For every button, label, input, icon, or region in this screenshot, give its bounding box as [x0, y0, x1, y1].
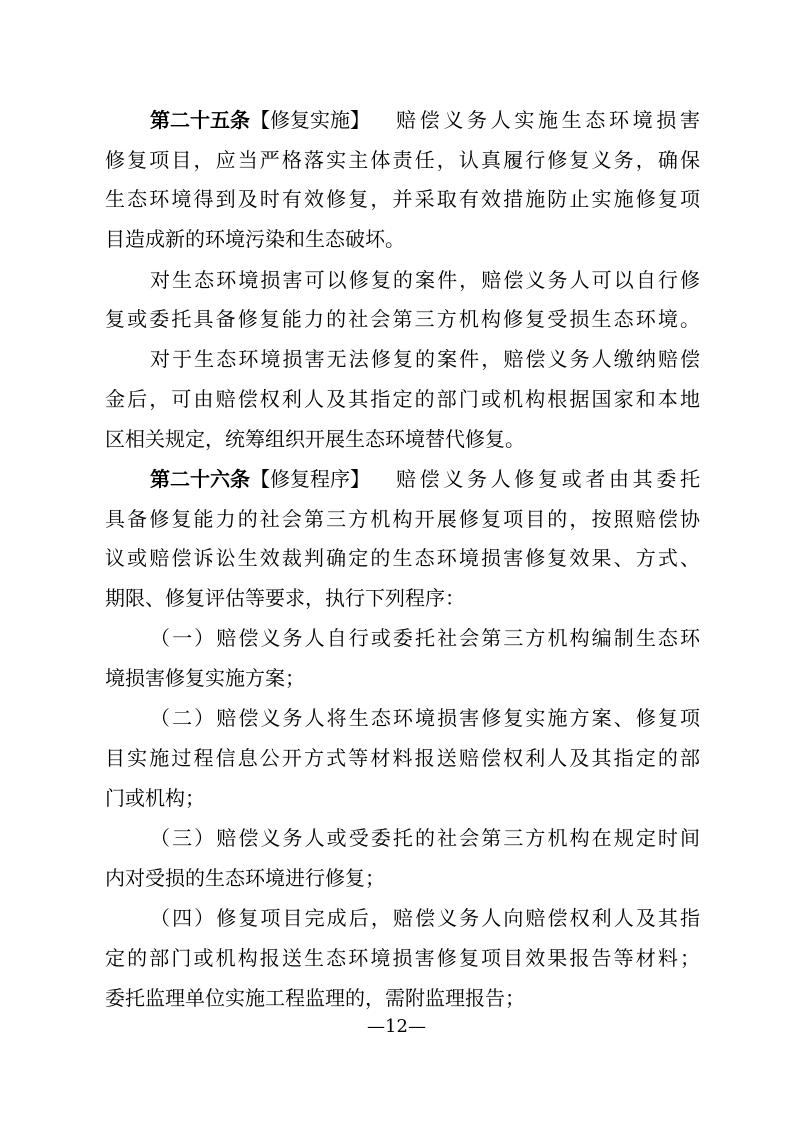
- article-text: 赔偿义务人修复或者由其委托: [396, 467, 700, 491]
- text-line: 修复项目，应当严格落实主体责任，认真履行修复义务，确保: [105, 148, 700, 172]
- list-item-line: 内对受损的生态环境进行修复；: [105, 866, 385, 890]
- text-line: 对于生态环境损害无法修复的案件，赔偿义务人缴纳赔偿: [150, 347, 700, 371]
- list-item-line: 境损害修复实施方案；: [105, 666, 305, 690]
- article-number: 第二十五条: [150, 108, 250, 132]
- article-text: 赔偿义务人实施生态环境损害: [396, 108, 700, 132]
- list-item-line: （三）赔偿义务人或受委托的社会第三方机构在规定时间: [150, 826, 700, 850]
- text-line: 复或委托具备修复能力的社会第三方机构修复受损生态环境。: [105, 307, 700, 331]
- text-line: 议或赔偿诉讼生效裁判确定的生态环境损害修复效果、方式、: [105, 546, 700, 570]
- text-line: 具备修复能力的社会第三方机构开展修复项目的，按照赔偿协: [105, 507, 700, 531]
- text-line: 区相关规定，统筹组织开展生态环境替代修复。: [105, 427, 525, 451]
- text-line: 生态环境得到及时有效修复，并采取有效措施防止实施修复项: [105, 187, 700, 211]
- list-item-line: （二）赔偿义务人将生态环境损害修复实施方案、修复项: [150, 706, 700, 730]
- list-item-line: 委托监理单位实施工程监理的，需附监理报告；: [105, 986, 525, 1010]
- list-item-line: （一）赔偿义务人自行或委托社会第三方机构编制生态环: [150, 626, 700, 650]
- text-line: 对生态环境损害可以修复的案件，赔偿义务人可以自行修: [150, 268, 700, 292]
- article-title: 【修复程序】: [250, 467, 370, 491]
- text-line: 目造成新的环境污染和生态破坏。: [105, 227, 405, 251]
- article-26-heading-line: [150, 464, 700, 494]
- list-item-line: （四）修复项目完成后，赔偿义务人向赔偿权利人及其指: [150, 906, 700, 930]
- list-item-line: 门或机构；: [105, 786, 205, 810]
- article-number: 第二十六条: [150, 467, 250, 491]
- list-item-line: 定的部门或机构报送生态环境损害修复项目效果报告等材料；: [105, 946, 700, 970]
- text-line: 期限、修复评估等要求，执行下列程序：: [105, 586, 465, 610]
- text-line: 金后，可由赔偿权利人及其指定的部门或机构根据国家和本地: [105, 387, 700, 411]
- article-title: 【修复实施】: [250, 108, 370, 132]
- list-item-line: 目实施过程信息公开方式等材料报送赔偿权利人及其指定的部: [105, 746, 700, 770]
- page-number: —12—: [367, 1016, 426, 1037]
- article-25-heading-line: [150, 105, 700, 135]
